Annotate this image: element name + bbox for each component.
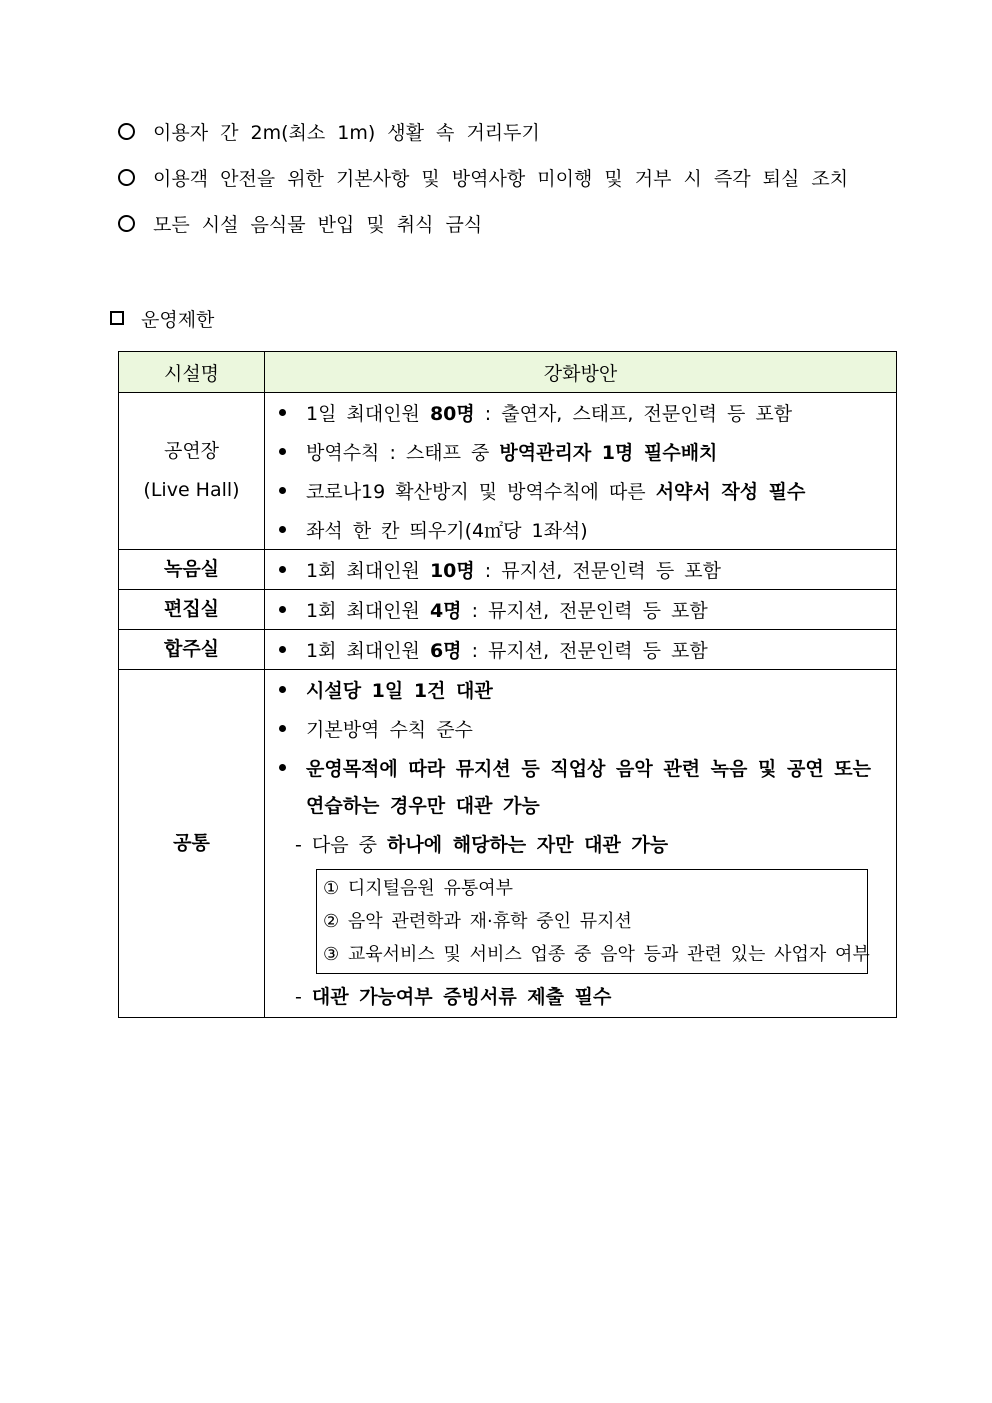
list-item: [273, 550, 896, 589]
circle-bullet-icon: [118, 169, 135, 186]
item-text: : 뮤지션, 전문인력 등 포함: [461, 640, 708, 662]
measures-cell: [265, 550, 897, 590]
item-text: 방역수칙 : 스태프 중: [306, 442, 500, 464]
list-item: [273, 630, 896, 669]
list-item-continuation: [273, 787, 896, 826]
item-bold-text: 연습하는 경우만 대관 가능: [306, 795, 540, 817]
item-bold-text: 방역관리자 1명 필수배치: [499, 442, 718, 464]
item-text: : 뮤지션, 전문인력 등 포함: [461, 600, 708, 622]
rule-text: 이용자 간 2m(최소 1m) 생활 속 거리두기: [153, 121, 540, 144]
measures-cell: [265, 670, 897, 1018]
header-facility: 시설명: [119, 352, 265, 393]
list-item: [273, 748, 896, 787]
item-text: -: [295, 986, 312, 1008]
item-bold-text: 운영목적에 따라 뮤지션 등 직업상 음악 관련 녹음 및 공연 또는: [306, 758, 871, 780]
criteria-item: ① 디지털음원 유통여부: [323, 878, 514, 899]
square-bullet-icon: [110, 311, 124, 325]
rule-3: [118, 208, 482, 238]
bullet-dot-icon: [279, 606, 286, 613]
item-bold-text: 서약서 작성 필수: [655, 481, 806, 503]
table-header-row: [119, 352, 897, 393]
item-bold-text: 4명: [429, 600, 462, 622]
list-item: [273, 432, 896, 471]
facility-name: 편집실: [119, 590, 265, 630]
bullet-dot-icon: [279, 448, 286, 455]
item-bold-text: 대관 가능여부 증빙서류 제출 필수: [311, 986, 612, 1008]
list-item: [273, 393, 896, 432]
section-title: 운영제한: [141, 308, 215, 331]
rule-2: [118, 162, 848, 192]
bullet-dot-icon: [279, 725, 286, 732]
facility-name: 공연장: [163, 440, 220, 462]
sub-item: [273, 826, 896, 865]
item-text: 1회 최대인원: [306, 640, 430, 662]
bullet-dot-icon: [279, 487, 286, 494]
section-heading: [110, 304, 214, 332]
measures-cell: [265, 630, 897, 670]
circle-bullet-icon: [118, 123, 135, 140]
item-bold-text: 6명: [429, 640, 462, 662]
item-text: 1일 최대인원: [306, 403, 430, 425]
facility-name-en: (Live Hall): [143, 479, 240, 501]
item-bold-text: 10명: [429, 560, 475, 582]
row-common: [119, 670, 897, 1018]
measures-cell: [265, 393, 897, 550]
restriction-table: [118, 351, 897, 1018]
item-text: 1회 최대인원: [306, 560, 430, 582]
row-editing: [119, 590, 897, 630]
bullet-dot-icon: [279, 686, 286, 693]
bullet-dot-icon: [279, 409, 286, 416]
rule-text: 이용객 안전을 위한 기본사항 및 방역사항 미이행 및 거부 시 즉각 퇴실 조치: [153, 167, 849, 190]
facility-name: 공통: [119, 670, 265, 1018]
item-bold-text: 하나에 해당하는 자만 대관 가능: [387, 834, 669, 856]
row-recording: [119, 550, 897, 590]
rule-1: [118, 116, 540, 146]
item-text: 좌석 한 칸 띄우기(4㎡당 1좌석): [306, 520, 588, 542]
item-text: 1회 최대인원: [306, 600, 430, 622]
list-item: [273, 510, 896, 549]
header-measures: 강화방안: [265, 352, 897, 393]
list-item: [273, 709, 896, 748]
facility-name-cell: [119, 393, 265, 550]
criteria-item: ③ 교육서비스 및 서비스 업종 중 음악 등과 관련 있는 사업자 여부: [323, 944, 870, 965]
bullet-dot-icon: [279, 526, 286, 533]
item-text: - 다음 중: [295, 834, 388, 856]
criteria-box: [316, 869, 868, 974]
criteria-item: ② 음악 관련학과 재·휴학 중인 뮤지션: [323, 911, 632, 932]
facility-name: 녹음실: [119, 550, 265, 590]
item-text: 기본방역 수칙 준수: [306, 719, 473, 741]
list-item: [273, 670, 896, 709]
sub-item: [273, 978, 896, 1017]
bullet-dot-icon: [279, 646, 286, 653]
circle-bullet-icon: [118, 215, 135, 232]
bullet-dot-icon: [279, 764, 286, 771]
bullet-dot-icon: [279, 566, 286, 573]
rule-text: 모든 시설 음식물 반입 및 취식 금식: [153, 213, 483, 236]
item-text: : 뮤지션, 전문인력 등 포함: [474, 560, 721, 582]
item-text: 코로나19 확산방지 및 방역수칙에 따른: [306, 481, 656, 503]
item-bold-text: 시설당 1일 1건 대관: [306, 680, 493, 702]
measures-cell: [265, 590, 897, 630]
item-text: : 출연자, 스태프, 전문인력 등 포함: [474, 403, 793, 425]
list-item: [273, 471, 896, 510]
item-bold-text: 80명: [429, 403, 475, 425]
facility-name: 합주실: [119, 630, 265, 670]
row-live-hall: [119, 393, 897, 550]
list-item: [273, 590, 896, 629]
row-ensemble: [119, 630, 897, 670]
